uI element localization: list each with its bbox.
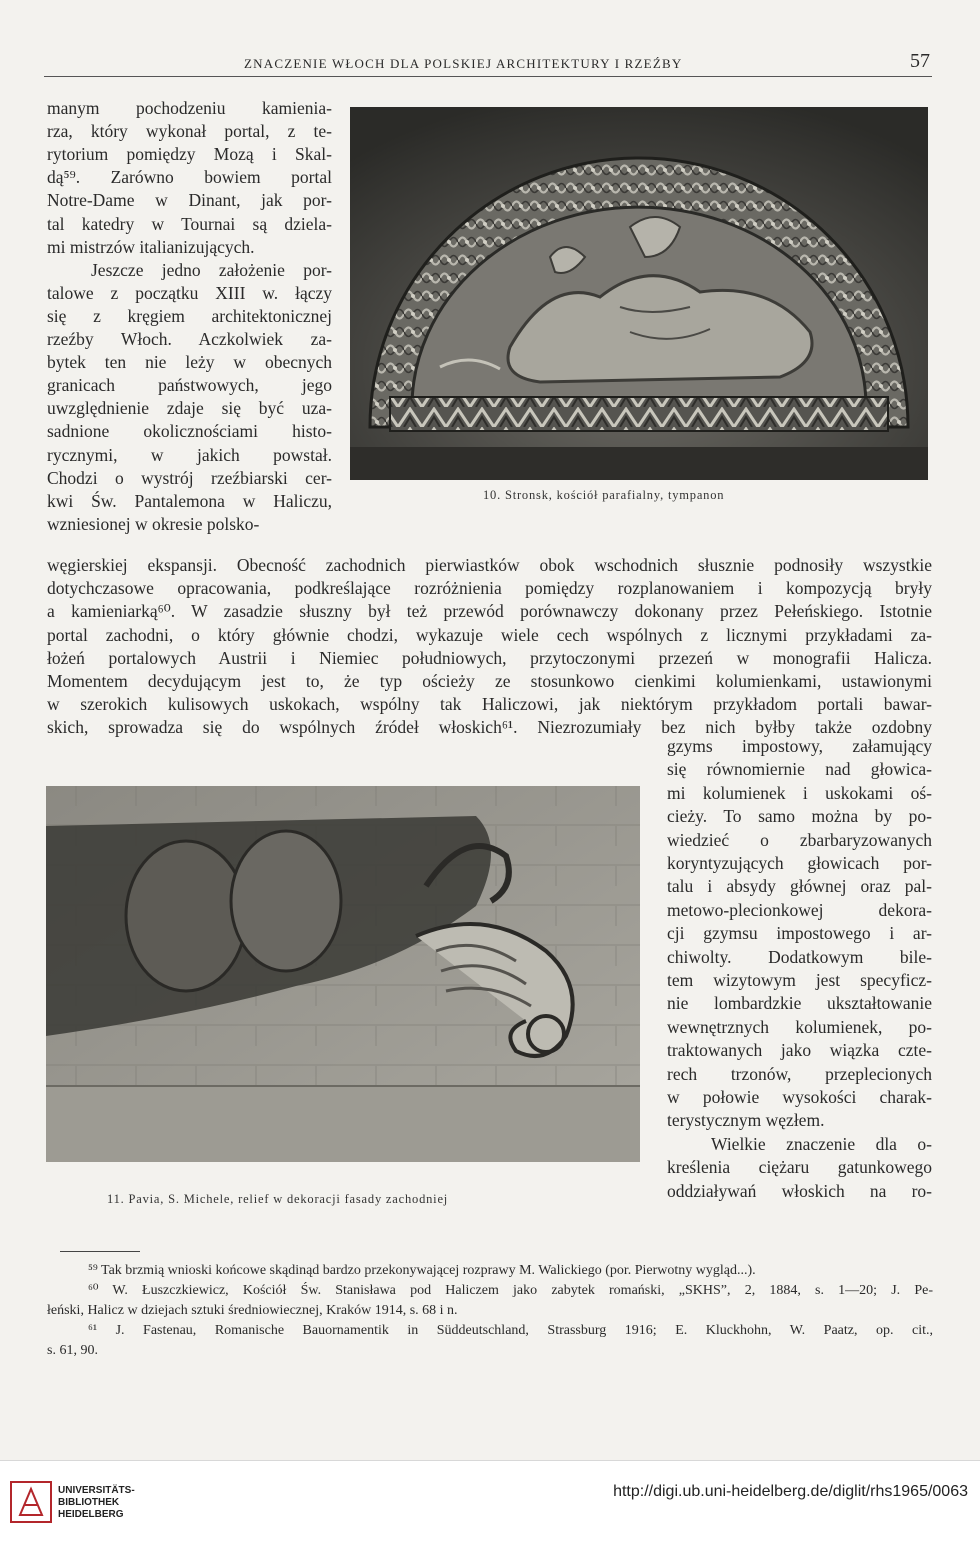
full-width-line: portal zachodni, o który głównie chodzi, wykazuje wiele cech wspólnych z licznymi przykładami za- xyxy=(47,624,932,645)
figure-10-caption: 10. Stronsk, kościół parafialny, tympanon xyxy=(483,488,725,502)
relief-image xyxy=(46,786,640,1162)
full-width-line: łożeń portalowych Austrii i Niemiec południowych, przytoczonymi przezeń w monografii Halicza. xyxy=(47,647,932,668)
right-column-line: terystycznym węzłem. xyxy=(667,1110,825,1131)
right-column-line: Wielkie znaczenie dla o- xyxy=(711,1133,932,1154)
right-column-line: tem wizytowym jest specyficz- xyxy=(667,970,932,990)
right-column-line: cieży. To samo można by po- xyxy=(667,806,932,827)
figure-10-photo xyxy=(350,107,928,480)
right-column-line: wewnętrznych kolumienek, po- xyxy=(667,1016,932,1037)
left-column-top-line: kwi Św. Pantalemona w Haliczu, xyxy=(47,490,332,511)
right-column-line: się równomiernie nad głowica- xyxy=(667,759,932,780)
heidelberg-seal-icon xyxy=(10,1481,52,1523)
footnote-line: ⁶¹ J. Fastenau, Romanische Bauornamentik in Süddeutschland, Strassburg 1916; E. Kluckhohn, W. Paatz, op. cit., xyxy=(88,1323,933,1338)
left-column-top-line: uwzględnienie zdaje się być uza- xyxy=(47,398,332,419)
right-column-line: chiwolty. Dodatkowym bile- xyxy=(667,946,932,967)
left-column-top-line: rycznymi, w jakich powstał. xyxy=(47,444,332,465)
right-column-line: nie lombardzkie ukształtowanie xyxy=(667,993,932,1014)
left-column-top-line: mi mistrzów italianizujących. xyxy=(47,236,255,257)
left-column-top-line: rytorium pomiędzy Mozą i Skal- xyxy=(47,144,332,165)
full-width-line: dotychczasowe opracowania, podkreślające rozróżnienia pomiędzy rozplanowaniem i kompozycją bryły xyxy=(47,578,932,599)
left-column-top-line: bytek ten nie leży w obecnych xyxy=(47,352,332,373)
footnote-separator xyxy=(60,1251,140,1252)
right-column-line: wiedzieć o zbarbaryzowanych xyxy=(667,829,932,850)
right-column-line: oddziaływań włoskich na ro- xyxy=(667,1180,932,1201)
left-column-top-line: rza, który wykonał portal, z te- xyxy=(47,121,332,142)
left-column-top-line: Notre-Dame w Dinant, jak por- xyxy=(47,190,332,211)
footnote-line: s. 61, 90. xyxy=(47,1343,98,1358)
footnote-line: łeński, Halicz w dziejach sztuki średniowiecznej, Kraków 1914, s. 68 i n. xyxy=(47,1303,458,1318)
full-width-line: w szerokich kulisowych uskokach, wspólny tak Haliczowi, jak niektórym przykładom portali bawar- xyxy=(47,694,932,715)
library-line: HEIDELBERG xyxy=(58,1509,124,1520)
library-line: UNIVERSITÄTS- xyxy=(58,1485,135,1496)
right-column-line: rech trzonów, przeplecionych xyxy=(667,1063,932,1084)
left-column-top-line: wzniesionej w okresie polsko- xyxy=(47,513,260,534)
left-column-top-line: dą⁵⁹. Zarówno bowiem portal xyxy=(47,167,332,188)
full-width-line: Momentem decydującym jest to, że typ ościeży ze stosunkowo cienkimi kolumienkami, ustawionymi xyxy=(47,671,932,691)
left-column-top-line: manym pochodzeniu kamienia- xyxy=(47,98,332,118)
left-column-top-line: talowe z początku XIII w. łączy xyxy=(47,282,332,303)
right-column-line: w połowie wysokości charak- xyxy=(667,1087,932,1107)
right-column-line: kreślenia ciężaru gatunkowego xyxy=(667,1157,932,1178)
right-column-line: gzyms impostowy, załamujący xyxy=(667,736,932,756)
full-width-line: węgierskiej ekspansji. Obecność zachodnich pierwiastków obok wschodnich słusznie podnosiły wszystkie xyxy=(47,555,932,575)
header-title: ZNACZENIE WŁOCH DLA POLSKIEJ ARCHITEKTURY I RZEŹBY xyxy=(244,56,683,71)
full-width-line: a kamieniarką⁶⁰. W zasadzie słuszny był też przewód porównawczy dokonany przez Pełeńskiego. Istotnie xyxy=(47,601,932,622)
tympanum-image xyxy=(350,107,928,480)
footnote-line: ⁶⁰ W. Łuszczkiewicz, Kościół Św. Stanisława pod Haliczem jako zabytek romański, „SKHS”, 2, 1884, s. 1—20; J. Pe- xyxy=(88,1283,933,1298)
left-column-top-line: się z kręgiem architektonicznej xyxy=(47,305,332,326)
right-column-line: mi kolumienek i uskokami oś- xyxy=(667,782,932,803)
page-number: 57 xyxy=(910,50,930,72)
university-logo[interactable] xyxy=(10,1481,52,1523)
library-name xyxy=(58,1485,135,1521)
footnote-line: ⁵⁹ Tak brzmią wnioski końcowe skądinąd bardzo przekonywającej rozprawy M. Walickiego (por. Pierwotny wygląd...). xyxy=(88,1263,756,1278)
left-column-top-line: Jeszcze jedno założenie por- xyxy=(91,259,332,280)
right-column-line: traktowanych jako wiązka czte- xyxy=(667,1040,932,1061)
footer-bar xyxy=(0,1460,980,1542)
figure-11-photo xyxy=(46,786,640,1162)
left-column-top-line: rzeźby Włoch. Aczkolwiek za- xyxy=(47,329,332,349)
library-line: BIBLIOTHEK xyxy=(58,1497,120,1508)
left-column-top-line: granicach państwowych, jego xyxy=(47,375,332,396)
source-url[interactable]: http://digi.ub.uni-heidelberg.de/diglit/rhs1965/0063 xyxy=(613,1483,968,1500)
left-column-top-line: sadnione okolicznościami histo- xyxy=(47,421,332,442)
right-column-line: talu i absydy głównej oraz pal- xyxy=(667,876,932,897)
right-column-line: metowo-plecionkowej dekora- xyxy=(667,899,932,920)
figure-11-caption: 11. Pavia, S. Michele, relief w dekoracji fasady zachodniej xyxy=(107,1192,449,1206)
right-column-line: cji gzymsu impostowego i ar- xyxy=(667,923,932,944)
left-column-top-line: Chodzi o wystrój rzeźbiarski cer- xyxy=(47,467,332,488)
right-column-line: koryntyzujących głowicach por- xyxy=(667,853,932,873)
running-header xyxy=(44,52,932,77)
left-column-top-line: tal katedry w Tournai są dziela- xyxy=(47,213,332,234)
full-width-line: skich, sprowadza się do wspólnych źródeł włoskich⁶¹. Niezrozumiały bez nich byłby także ozdobny xyxy=(47,717,932,738)
